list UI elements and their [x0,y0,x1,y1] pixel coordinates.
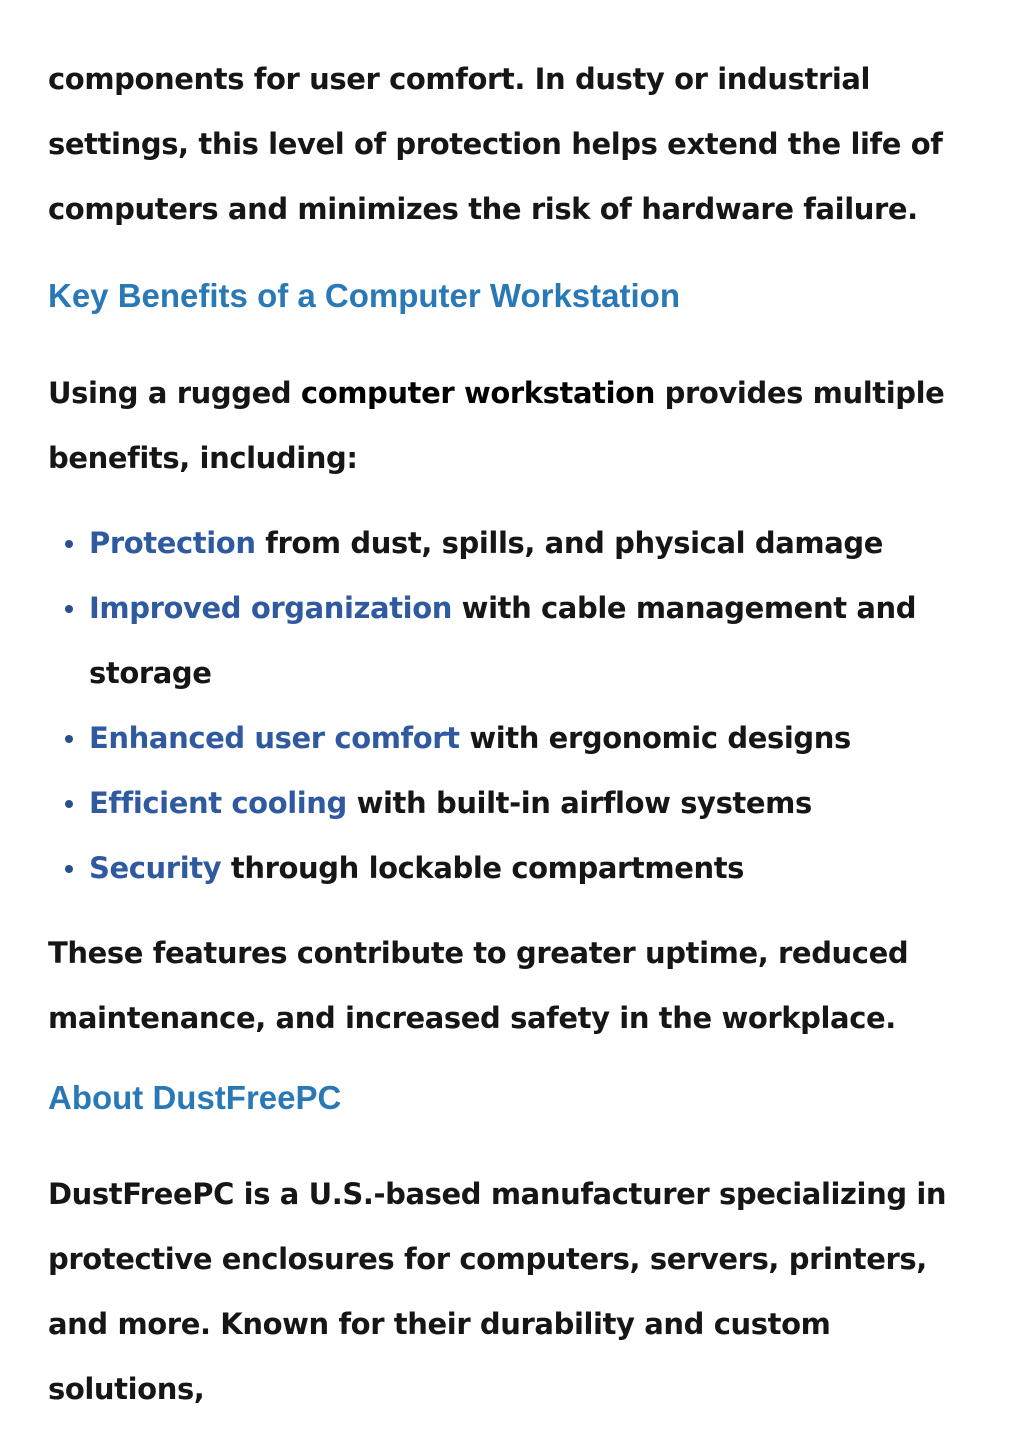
benefits-lead-paragraph [48,361,978,491]
lead-text-after: provides multiple benefits, including: [48,376,945,475]
benefits-heading: Key Benefits of a Computer Workstation [48,277,680,314]
benefit-term: Security [89,851,222,885]
lead-strong-term: computer workstation [300,376,655,410]
benefit-description: with cable management and storage [89,591,917,690]
benefit-description: from dust, spills, and physical damage [255,526,884,560]
list-item [89,511,978,576]
benefit-description: with built-in airflow systems [346,786,812,820]
benefit-term: Improved organization [89,591,452,625]
benefits-list [48,511,978,901]
intro-paragraph: components for user comfort. In dusty or industrial settings, this level of protection helps extend the life of computers and minimizes the risk of hardware failure. [48,62,943,226]
document-page [48,47,978,1422]
about-heading: About DustFreePC [48,1079,342,1116]
benefit-description: with ergonomic designs [459,721,851,755]
list-item [89,576,978,706]
benefit-description: through lockable compartments [221,851,745,885]
list-item [89,836,978,901]
list-item [89,706,978,771]
list-item [89,771,978,836]
benefits-closing-paragraph: These features contribute to greater uptime, reduced maintenance, and increased safety in the workplace. [48,936,909,1035]
lead-text-before: Using a rugged [48,376,301,410]
about-paragraph: DustFreePC is a U.S.-based manufacturer specializing in protective enclosures for computers, servers, printers, and more. Known for their durability and custom solutions, [48,1177,947,1406]
benefit-term: Efficient cooling [89,786,347,820]
benefit-term: Protection [89,526,256,560]
benefit-term: Enhanced user comfort [89,721,460,755]
